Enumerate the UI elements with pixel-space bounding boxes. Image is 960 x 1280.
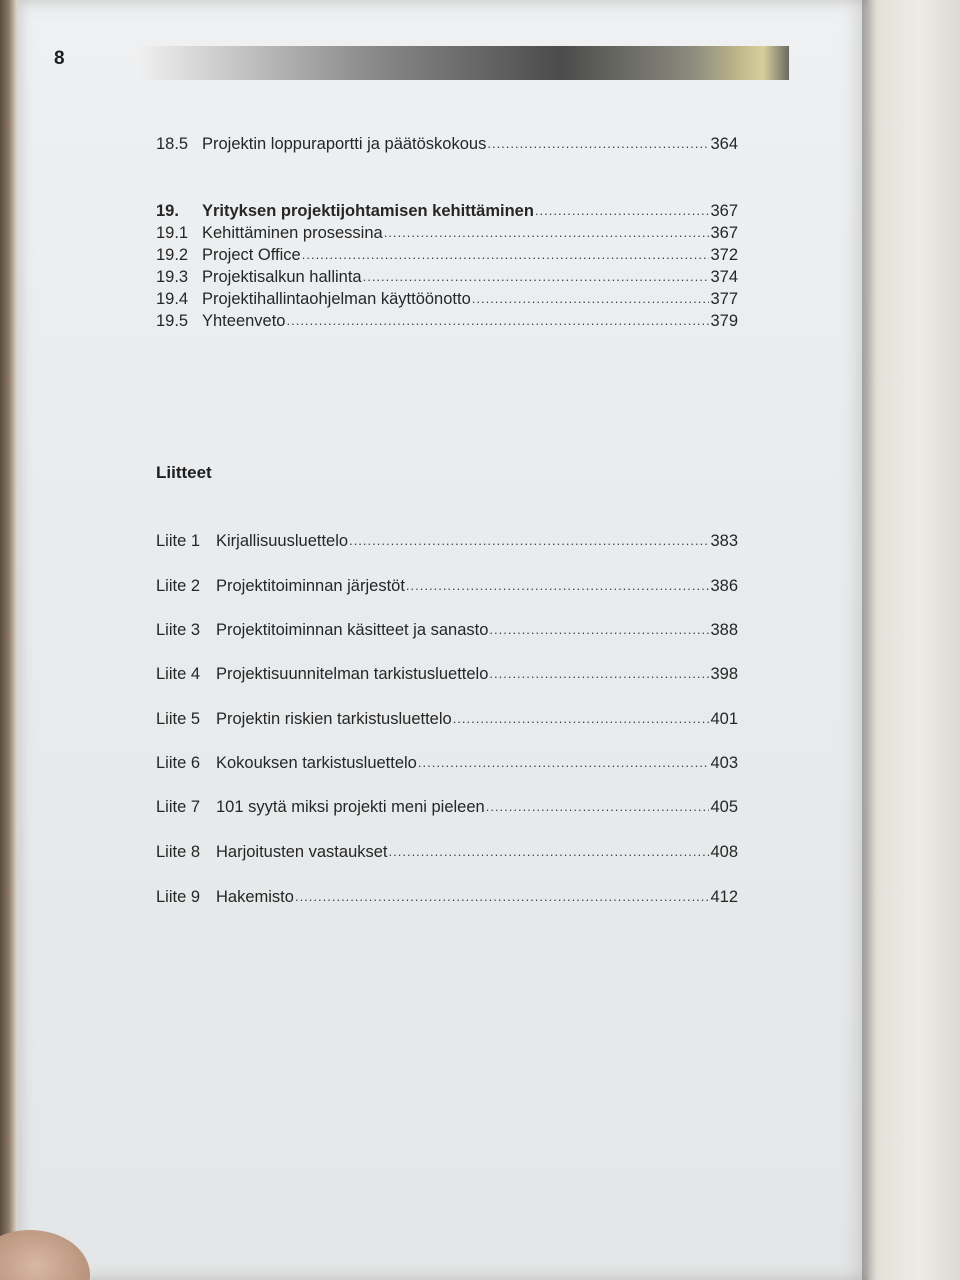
toc-number: Liite 4: [156, 664, 201, 683]
toc-page: 398: [710, 664, 738, 683]
toc-page: 372: [710, 245, 738, 264]
toc-leader-dots: [302, 243, 710, 260]
toc-page: 408: [710, 842, 738, 861]
facing-page-edge: [862, 0, 960, 1280]
toc-title: Kehittäminen prosessina: [202, 223, 383, 242]
toc-page: 401: [710, 709, 738, 728]
toc-row-liite-3: [156, 618, 738, 640]
toc-leader-dots: [363, 265, 710, 282]
toc-row-liite-2: [156, 574, 738, 596]
toc-leader-dots: [487, 132, 709, 149]
toc-leader-dots: [295, 885, 710, 902]
toc-page: 403: [710, 753, 738, 772]
toc-row-liite-1: [156, 529, 738, 551]
toc-row-19-5: [156, 309, 738, 331]
toc-row-19-2: [156, 243, 738, 265]
toc-page: 388: [710, 620, 738, 639]
toc-page: 412: [710, 887, 738, 906]
toc-leader-dots: [349, 529, 709, 546]
toc-title: Projektin loppuraportti ja päätöskokous: [202, 134, 487, 153]
toc-title: 101 syytä miksi projekti meni pieleen: [216, 797, 485, 816]
toc-title: Projektin riskien tarkistusluettelo: [216, 709, 452, 728]
toc-page: 364: [710, 134, 738, 153]
toc-title: Projektisalkun hallinta: [202, 267, 362, 286]
toc-number: Liite 8: [156, 842, 201, 861]
page-gutter-shadow: [862, 0, 876, 1280]
toc-number: Liite 1: [156, 531, 201, 550]
toc-number: Liite 2: [156, 576, 201, 595]
toc-number: 19.3: [156, 267, 189, 286]
toc-row-19-3: [156, 265, 738, 287]
toc-leader-dots: [486, 795, 710, 812]
toc-row-liite-7: [156, 795, 738, 817]
toc-number: 19.: [156, 201, 179, 220]
toc-page: 377: [710, 289, 738, 308]
page-number: 8: [54, 48, 65, 69]
appendix-heading: Liitteet: [156, 463, 212, 482]
toc-leader-dots: [384, 221, 710, 238]
toc-page: 405: [710, 797, 738, 816]
toc-page: 367: [710, 201, 738, 220]
toc-row-19-4: [156, 287, 738, 309]
toc-title: Harjoitusten vastaukset: [216, 842, 388, 861]
toc-title: Hakemisto: [216, 887, 294, 906]
toc-page: 383: [710, 531, 738, 550]
toc-title: Projektisuunnitelman tarkistusluettelo: [216, 664, 489, 683]
toc-row-liite-9: [156, 885, 738, 907]
toc-title: Kokouksen tarkistusluettelo: [216, 753, 417, 772]
toc-number: 19.5: [156, 311, 189, 330]
toc-row-liite-8: [156, 840, 738, 862]
toc-title: Projektihallintaohjelman käyttöönotto: [202, 289, 471, 308]
toc-title: Yrityksen projektijohtamisen kehittäminen: [202, 201, 534, 220]
toc-row-19-1: [156, 221, 738, 243]
toc-number: 19.2: [156, 245, 189, 264]
toc-title: Projektitoiminnan järjestöt: [216, 576, 405, 595]
toc-leader-dots: [286, 309, 709, 326]
toc-number: 18.5: [156, 134, 189, 153]
toc-leader-dots: [406, 574, 710, 591]
toc-number: 19.4: [156, 289, 189, 308]
toc-number: Liite 9: [156, 887, 201, 906]
toc-row-chapter-19: [156, 199, 738, 221]
toc-page: 386: [710, 576, 738, 595]
toc-page: 379: [710, 311, 738, 330]
book-page: [18, 0, 868, 1280]
toc-number: Liite 3: [156, 620, 201, 639]
toc-row-liite-4: [156, 662, 738, 684]
toc-leader-dots: [489, 662, 709, 679]
toc-title: Yhteenveto: [202, 311, 286, 330]
toc-leader-dots: [535, 199, 710, 216]
toc-leader-dots: [389, 840, 710, 857]
toc-number: Liite 6: [156, 753, 201, 772]
toc-leader-dots: [489, 618, 709, 635]
toc-number: 19.1: [156, 223, 189, 242]
toc-number: Liite 7: [156, 797, 201, 816]
toc-page: 374: [710, 267, 738, 286]
header-gradient-bar: [138, 46, 789, 80]
toc-row-18-5: [156, 132, 738, 154]
toc-title: Projektitoiminnan käsitteet ja sanasto: [216, 620, 489, 639]
toc-leader-dots: [453, 707, 710, 724]
toc-number: Liite 5: [156, 709, 201, 728]
toc-leader-dots: [472, 287, 710, 304]
toc-leader-dots: [418, 751, 710, 768]
toc-title: Project Office: [202, 245, 301, 264]
toc-row-liite-6: [156, 751, 738, 773]
toc-row-liite-5: [156, 707, 738, 729]
toc-title: Kirjallisuusluettelo: [216, 531, 349, 550]
toc-page: 367: [710, 223, 738, 242]
